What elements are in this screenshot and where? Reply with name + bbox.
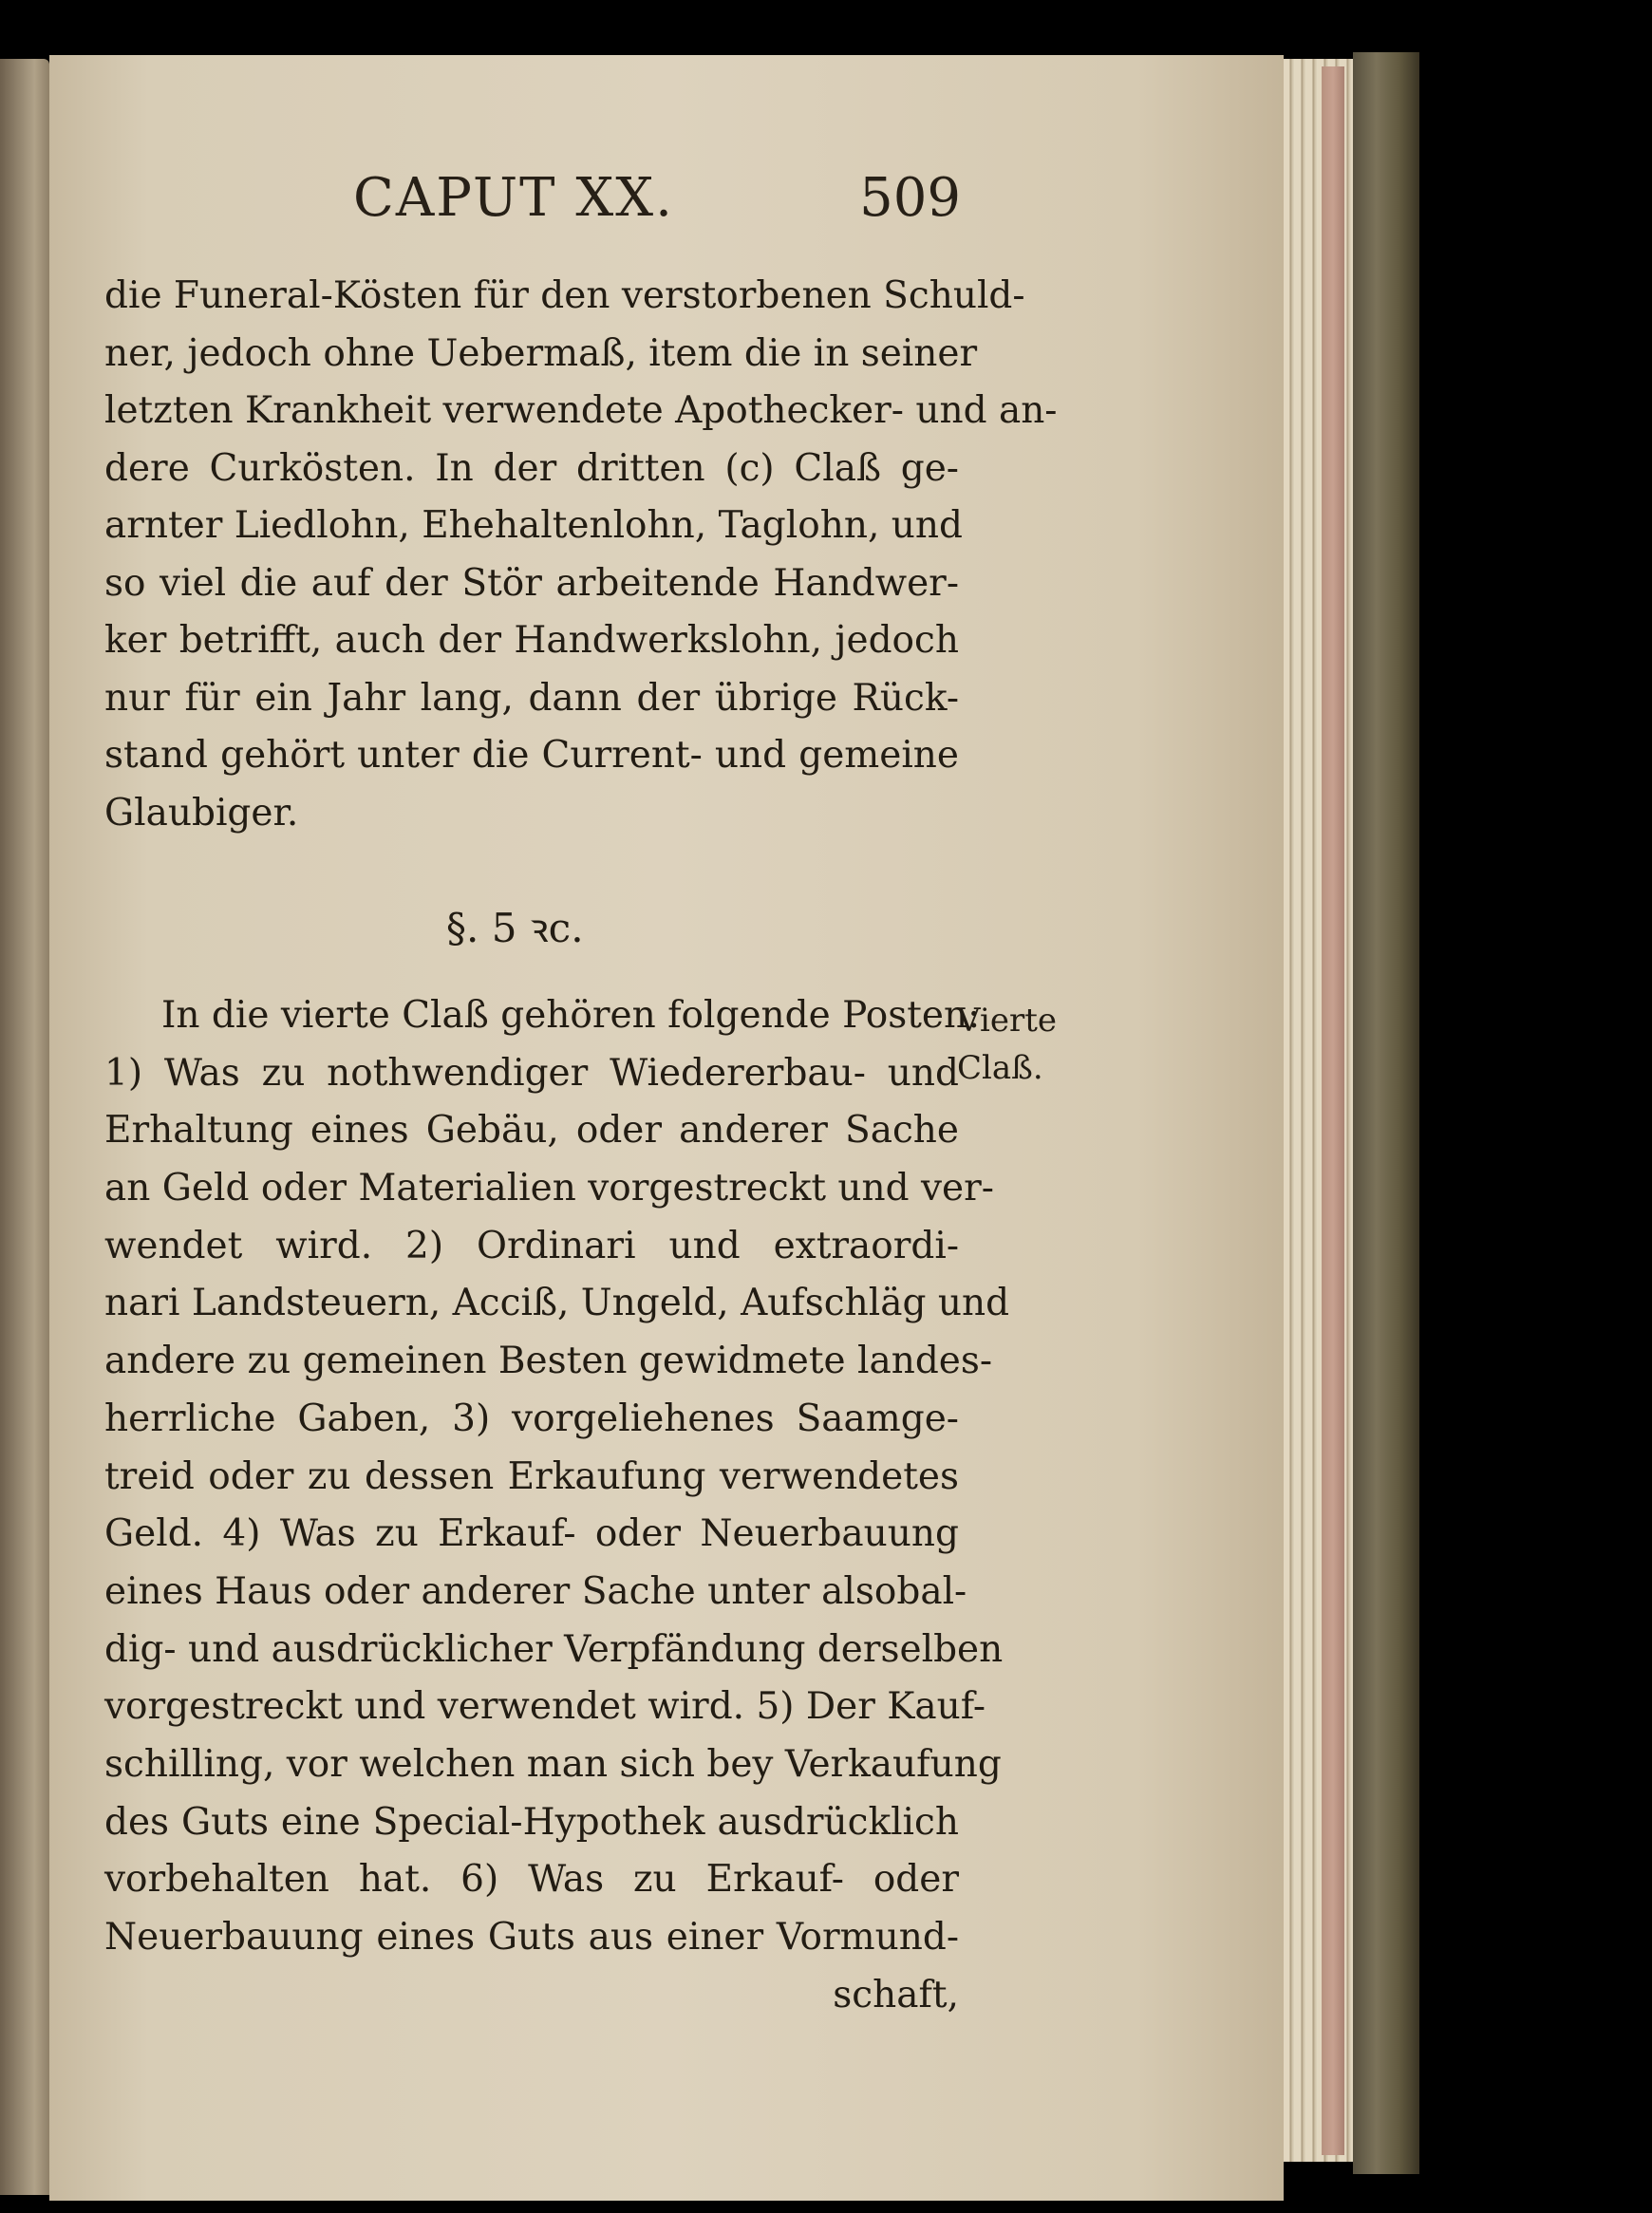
text-line: In die vierte Claß gehören folgende Posten: bbox=[161, 994, 981, 1037]
text-line: treid oder zu dessen Erkaufung verwendetes bbox=[104, 1454, 959, 1498]
paragraph-1 bbox=[104, 268, 1058, 842]
paragraph-2 bbox=[104, 987, 1010, 2024]
text-line: Erhaltung eines Gebäu, oder anderer Sache bbox=[104, 1109, 959, 1153]
page-header bbox=[353, 167, 961, 243]
text-line: nari Landsteuern, Acciß, Ungeld, Aufschläg und bbox=[104, 1282, 1010, 1325]
marginal-note-line: Claß. bbox=[957, 1049, 1043, 1087]
text-line: herrliche Gaben, 3) vorgeliehenes Saamge- bbox=[104, 1397, 959, 1440]
text-line: nur für ein Jahr lang, dann der übrige Rück- bbox=[104, 676, 959, 720]
text-line: so viel die auf der Stör arbeitende Handwer- bbox=[104, 561, 959, 605]
text-line: vorgestreckt und verwendet wird. 5) Der Kauf- bbox=[104, 1685, 986, 1729]
text-line: ner, jedoch ohne Uebermaß, item die in seiner bbox=[104, 331, 978, 375]
text-line: Neuerbauung eines Guts aus einer Vormund- bbox=[104, 1916, 959, 1959]
text-line: letzten Krankheit verwendete Apothecker- und an- bbox=[104, 389, 1058, 432]
text-line: die Funeral-Kösten für den verstorbenen Schuld- bbox=[104, 274, 1025, 317]
running-head: CAPUT XX. bbox=[353, 167, 674, 229]
text-line: stand gehört unter die Current- und gemeine bbox=[104, 734, 959, 777]
book-binding bbox=[1353, 52, 1419, 2174]
text-line: dere Curkösten. In der dritten (c) Claß ge- bbox=[104, 446, 959, 490]
text-line: arnter Liedlohn, Ehehaltenlohn, Taglohn, und bbox=[104, 504, 963, 547]
page-number: 509 bbox=[859, 167, 961, 229]
text-line: des Guts eine Special-Hypothek ausdrücklich bbox=[104, 1800, 959, 1844]
marginal-note bbox=[957, 997, 1071, 1092]
marginal-note-line: Vierte bbox=[957, 1002, 1057, 1040]
text-line: schaft, bbox=[833, 1973, 959, 2016]
text-line: wendet wird. 2) Ordinari und extraordi- bbox=[104, 1224, 959, 1267]
text-line: Geld. 4) Was zu Erkauf- oder Neuerbauung bbox=[104, 1512, 959, 1556]
section-heading: §. 5 ꝛc. bbox=[446, 905, 584, 951]
colored-page-edge bbox=[1322, 66, 1344, 2155]
text-line: eines Haus oder anderer Sache unter alsobal- bbox=[104, 1569, 967, 1613]
text-line: ker betrifft, auch der Handwerkslohn, jedoch bbox=[104, 619, 959, 662]
text-line: Glaubiger. bbox=[104, 791, 299, 835]
text-line: 1) Was zu nothwendiger Wiedererbau- und bbox=[104, 1051, 959, 1095]
text-line: an Geld oder Materialien vorgestreckt und ver- bbox=[104, 1167, 994, 1210]
text-line: vorbehalten hat. 6) Was zu Erkauf- oder bbox=[104, 1858, 959, 1902]
text-line: dig- und ausdrücklicher Verpfändung derselben bbox=[104, 1627, 1004, 1671]
facing-page-edge bbox=[0, 59, 49, 2195]
text-line: schilling, vor welchen man sich bey Verkaufung bbox=[104, 1742, 1002, 1786]
text-line: andere zu gemeinen Besten gewidmete landes- bbox=[104, 1340, 993, 1383]
